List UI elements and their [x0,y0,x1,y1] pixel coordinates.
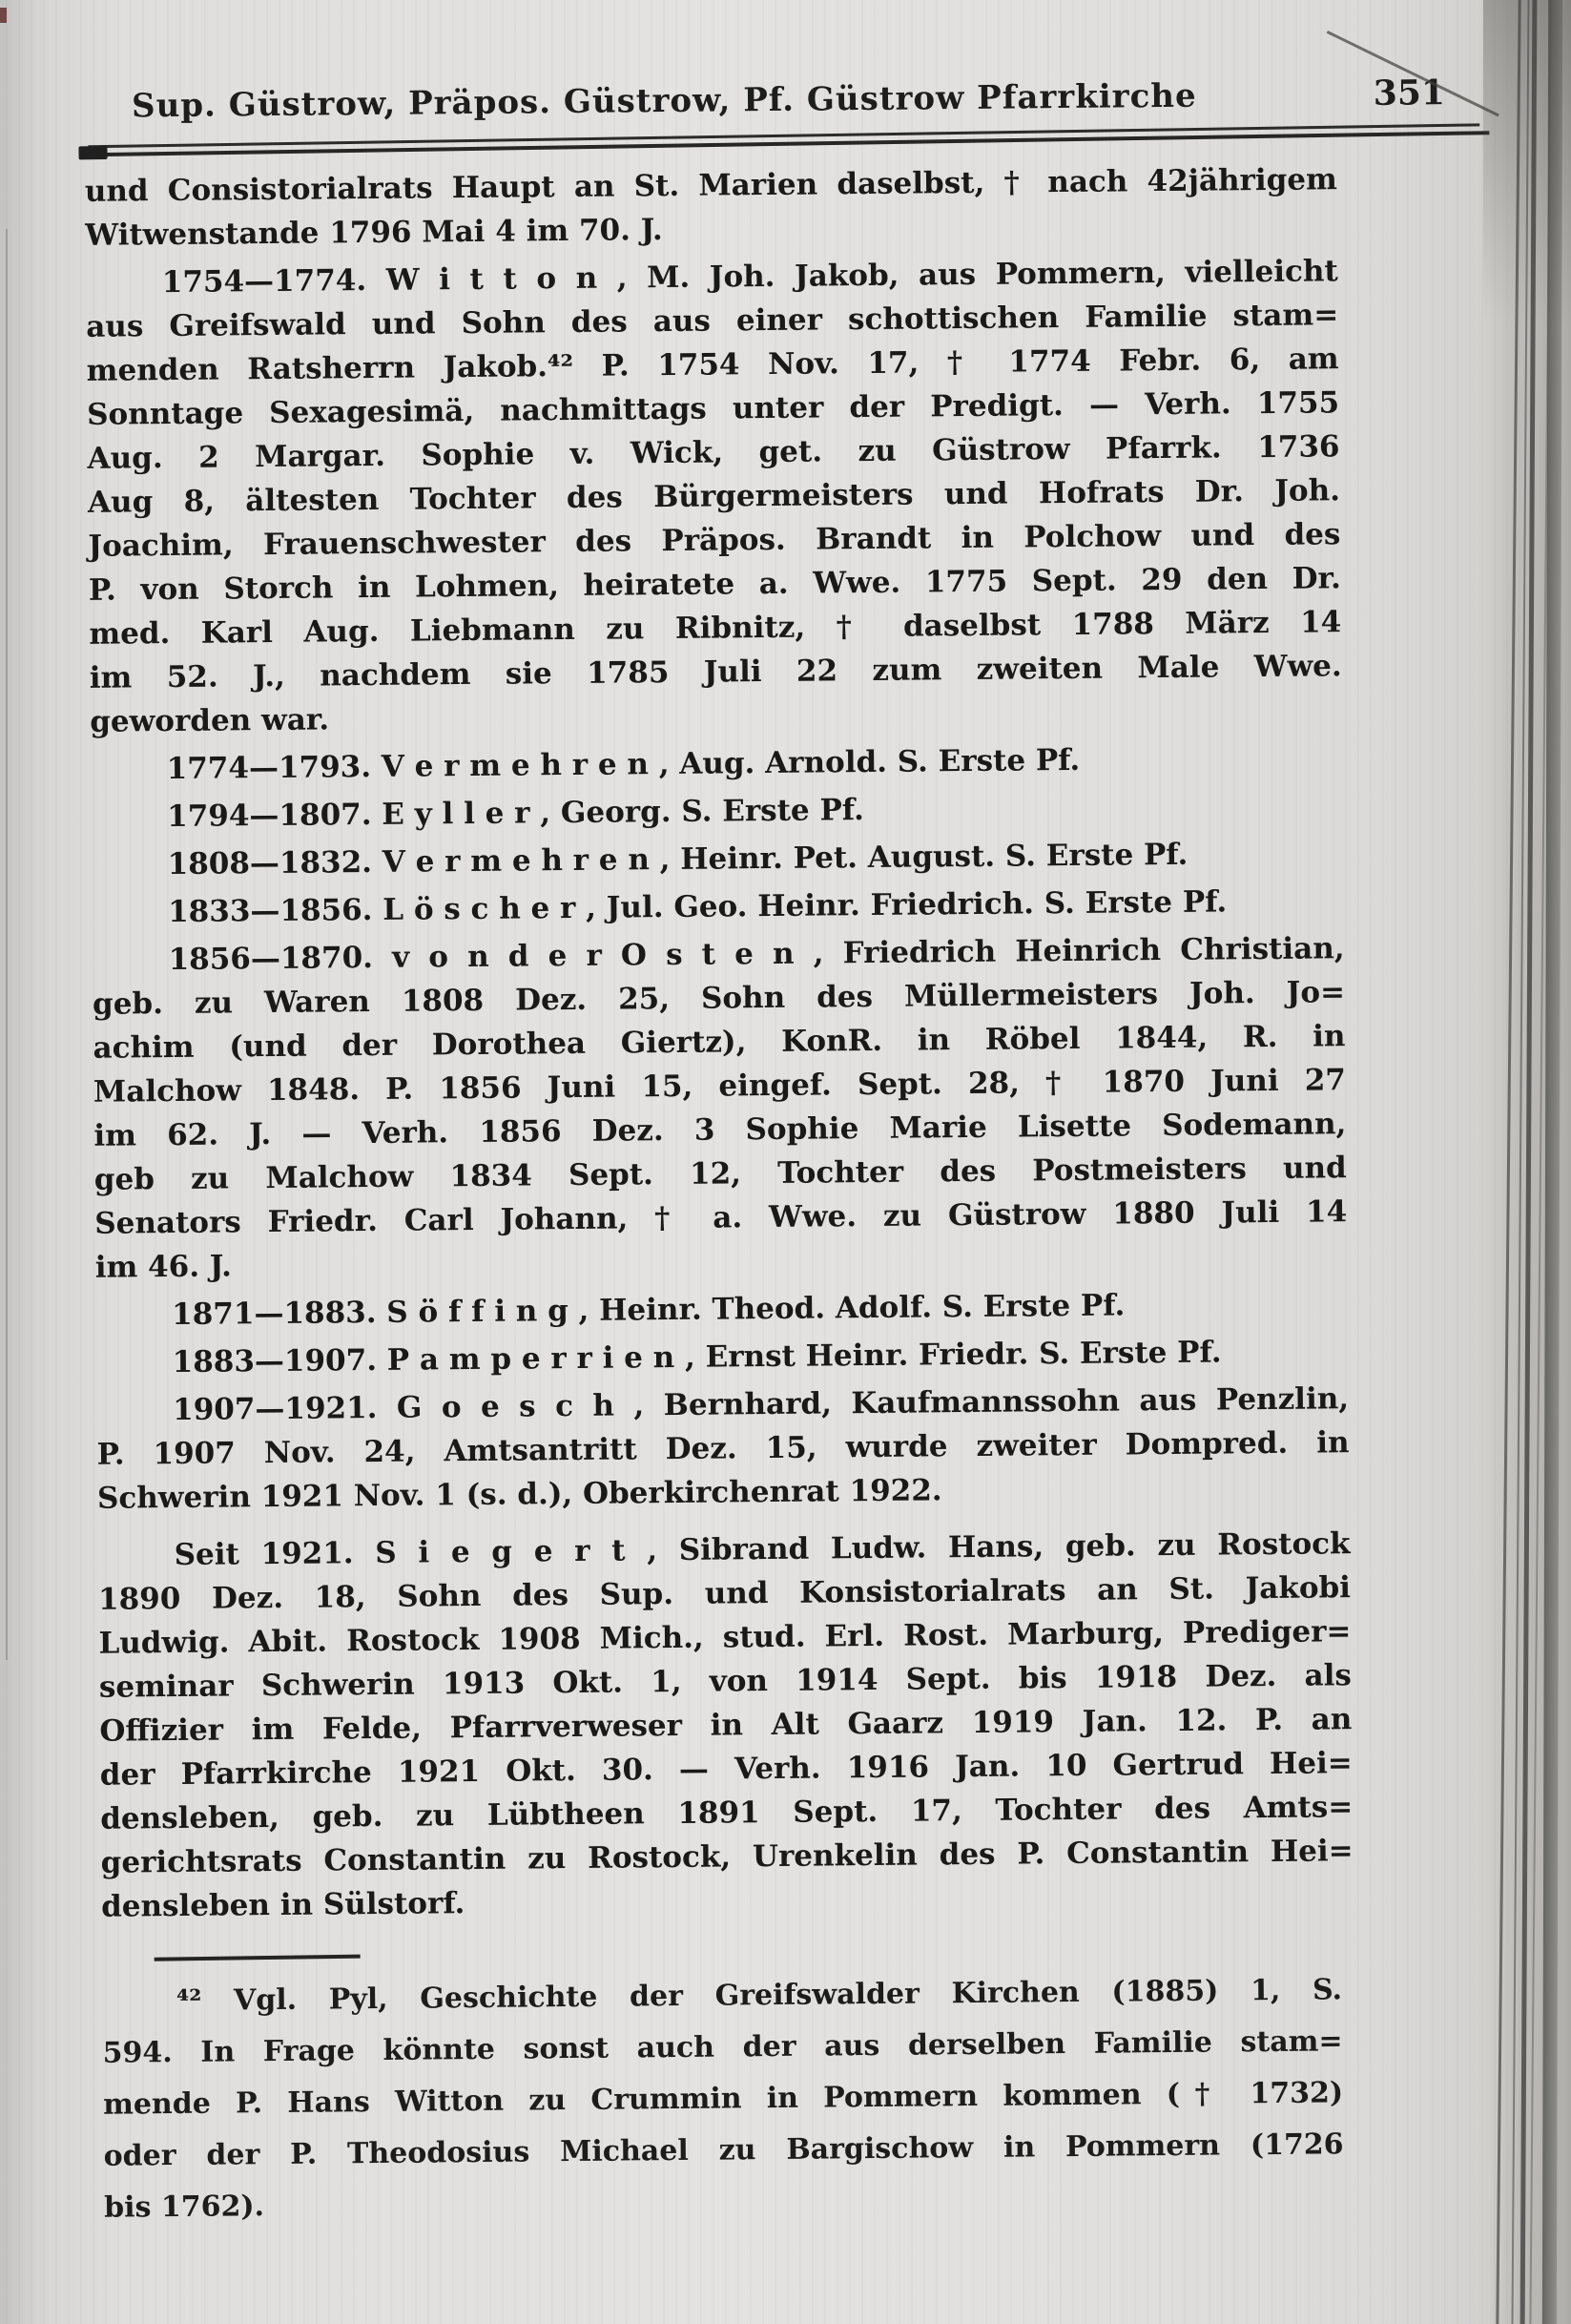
text-line: geb zu Malchow 1834 Sept. 12, Tochter des Postmeisters und [93,1151,1347,1197]
page-number: 351 [1373,73,1446,114]
text-line: achim (und der Dorothea Giertz), KonR. in Röbel 1844, R. in [93,1019,1346,1066]
text-line: Ludwig. Abit. Rostock 1908 Mich., stud. Erl. Rost. Marburg, Prediger= [98,1614,1352,1661]
body-text [85,157,1354,1929]
text-line: 1890 Dez. 18, Sohn des Sup. und Konsistorialrats an St. Jakobi [97,1570,1352,1617]
text-line: Offizier im Felde, Pfarrverweser in Alt Gaarz 1919 Jan. 12. P. an [99,1702,1353,1749]
text-line: 1871—1883. S ö f f i n g , Heinr. Theod. Adolf. S. Erste Pf. [172,1288,1126,1333]
text-line: 1774—1793. V e r m e h r e n , Aug. Arnold. S. Erste Pf. [166,742,1081,787]
text-line: 594. In Frage könnte sonst auch der aus derselben Familie stam= [102,2024,1343,2070]
text-line: geworden war. [90,702,330,739]
text-line: Witwenstande 1796 Mai 4 im 70. J. [85,213,663,253]
text-line: Malchow 1848. P. 1856 Juni 15, eingef. Sept. 28, † 1870 Juni 27 [93,1063,1347,1110]
text-line: P. von Storch in Lohmen, heiratete a. Wwe. 1775 Sept. 29 den Dr. [88,561,1342,608]
scan-streak [1496,0,1521,2324]
text-line: aus Greifswald und Sohn des aus einer schottischen Familie stam= [86,298,1339,344]
text-line: im 46. J. [94,1249,233,1285]
running-header [84,74,1489,130]
text-line: Schwerin 1921 Nov. 1 (s. d.), Oberkirchenrat 1922. [96,1473,942,1516]
text-line: 1754—1774. W i t t o n , M. Joh. Jakob, aus Pommern, vielleicht [161,254,1338,301]
footnote-text [102,1964,1345,2233]
text-line: oder der P. Theodosius Michael zu Bargischow in Pommern (1726 [103,2127,1344,2173]
text-line: und Consistorialrats Haupt an St. Marien daselbst, † nach 42jährigem [84,162,1338,209]
text-line: der Pfarrkirche 1921 Okt. 30. — Verh. 1916 Jan. 10 Gertrud Hei= [99,1746,1353,1793]
text-line: 1856—1870. v o n d e r O s t e n , Friedrich Heinrich Christian, [168,931,1345,978]
scan-edge-shadow [1483,0,1571,324]
text-line: 1907—1921. G o e s c h , Bernhard, Kaufmannssohn aus Penzlin, [172,1381,1350,1428]
header-rule [84,123,1489,158]
text-line: Senators Friedr. Carl Johann, † a. Wwe. zu Güstrow 1880 Juli 14 [94,1194,1348,1241]
text-line: 1808—1832. V e r m e h r e n , Heinr. Pet. August. S. Erste Pf. [167,837,1189,882]
text-line: densleben in Sülstorf. [100,1886,465,1924]
scan-left-edge-artifact [6,229,8,1660]
text-line: im 52. J., nachdem sie 1785 Juli 22 zum zweiten Male Wwe. [89,649,1342,695]
text-line: Sonntage Sexagesimä, nachmittags unter der Predigt. — Verh. 1755 [86,385,1340,432]
text-line: mende P. Hans Witton zu Crummin in Pommern kommen († 1732) [102,2076,1344,2122]
text-line: 1794—1807. E y l l e r , Georg. S. Erste Pf. [167,793,864,835]
text-line: im 62. J. — Verh. 1856 Dez. 3 Sophie Marie Lisette Sodemann, [93,1107,1347,1153]
text-line: gerichtsrats Constantin zu Rostock, Urenkelin des P. Constantin Hei= [100,1834,1354,1880]
text-line: geb. zu Waren 1808 Dez. 25, Sohn des Müllermeisters Joh. Jo= [92,975,1346,1022]
text-line: densleben, geb. zu Lübtheen 1891 Sept. 17, Tochter des Amts= [100,1790,1354,1836]
text-line: 1833—1856. L ö s c h e r , Jul. Geo. Heinr. Friedrich. S. Erste Pf. [167,884,1228,930]
text-line: Joachim, Frauenschwester des Präpos. Brandt in Polchow und des [88,517,1341,564]
scan-right-edge-artifact [1483,0,1571,2324]
text-line: 1883—1907. P a m p e r r i e n , Ernst Heinr. Friedr. S. Erste Pf. [172,1335,1222,1380]
text-line: bis 1762). [104,2189,265,2225]
text-line: ⁴² Vgl. Pyl, Geschichte der Greifswalder Kirchen (1885) 1, S. [176,1973,1343,2019]
text-line: Seit 1921. S i e g e r t , Sibrand Ludw. Hans, geb. zu Rostock [174,1526,1351,1573]
text-line: menden Ratsherrn Jakob.⁴² P. 1754 Nov. 17, † 1774 Febr. 6, am [86,342,1339,388]
text-line: P. 1907 Nov. 24, Amtsantritt Dez. 15, wurde zweiter Dompred. in [96,1425,1350,1472]
text-line: med. Karl Aug. Liebmann zu Ribnitz, † daselbst 1788 März 14 [89,605,1342,652]
text-line: seminar Schwerin 1913 Okt. 1, von 1914 Sept. bis 1918 Dez. als [98,1658,1353,1705]
ink-blob [78,146,107,159]
running-header-title: Sup. Güstrow, Präpos. Güstrow, Pf. Güstrow Pfarrkirche [131,76,1197,126]
scan-binding-band [1542,0,1562,2324]
text-line: Aug. 2 Margar. Sophie v. Wick, get. zu Güstrow Pfarrk. 1736 [87,429,1340,476]
footnote-separator [155,1955,361,1961]
text-line: Aug 8, ältesten Tochter des Bürgermeisters und Hofrats Dr. Joh. [87,473,1341,520]
scan-corner-mark [0,8,7,23]
scan-streak [1520,0,1538,2324]
